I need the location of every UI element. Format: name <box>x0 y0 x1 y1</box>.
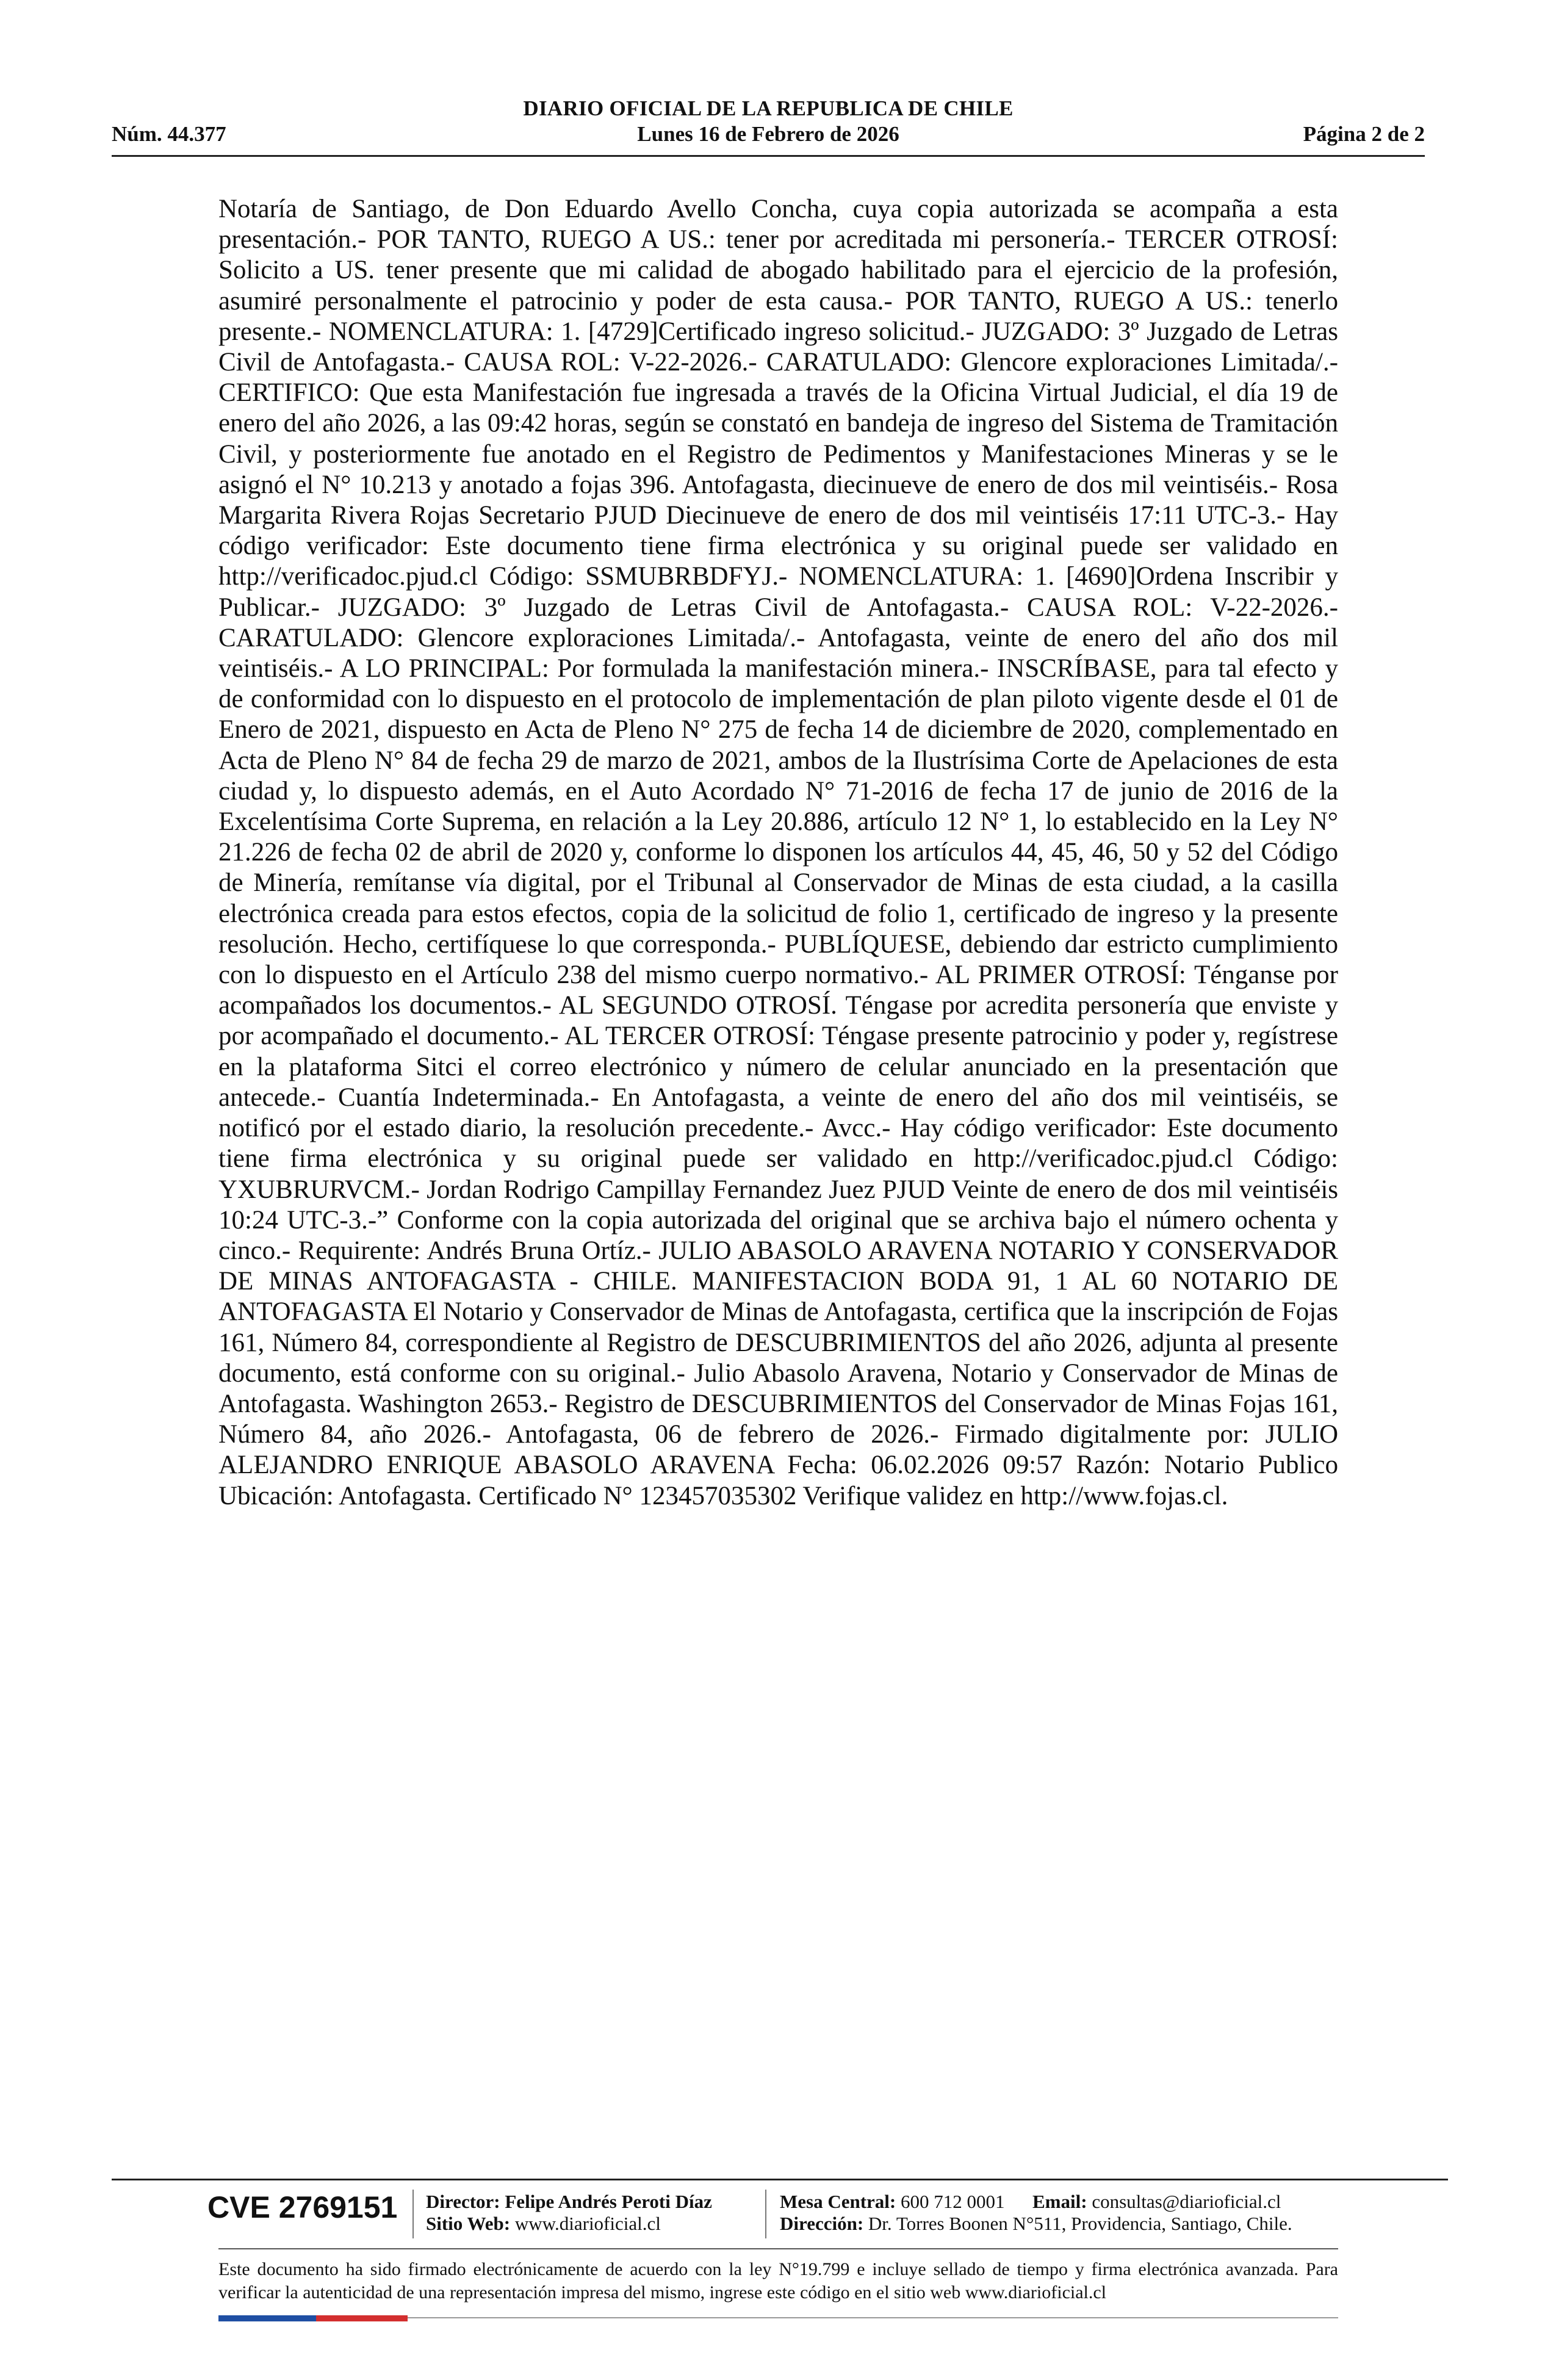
footer-separator <box>765 2190 766 2238</box>
header-divider <box>112 155 1425 157</box>
footer-separator <box>412 2190 414 2238</box>
issue-date: Lunes 16 de Febrero de 2026 <box>637 122 899 146</box>
director-label: Director: <box>426 2191 500 2212</box>
chile-flag-stripe <box>218 2315 408 2321</box>
website-line <box>426 2213 661 2235</box>
page-indicator: Página 2 de 2 <box>1303 122 1425 146</box>
contact-line <box>780 2191 1281 2213</box>
phone-label: Mesa Central: <box>780 2191 896 2212</box>
director-line <box>426 2191 712 2213</box>
page-header <box>112 96 1425 159</box>
director-name: Felipe Andrés Peroti Díaz <box>505 2191 712 2212</box>
address-line <box>780 2213 1292 2235</box>
legal-notice: Este documento ha sido firmado electrónicamente de acuerdo con la ley N°19.799 e incluye sellado de tiempo y firma electrónica avanzada. Para verificar la autenticidad de una representación impresa del mismo, ingrese este código en el sitio web www.diarioficial.cl <box>218 2259 1338 2302</box>
address-label: Dirección: <box>780 2213 864 2234</box>
footer-divider-bottom <box>408 2317 1338 2318</box>
phone-number: 600 712 0001 <box>901 2191 1005 2212</box>
footer-divider-top <box>112 2179 1448 2180</box>
email-label: Email: <box>1032 2191 1087 2212</box>
website-label: Sitio Web: <box>426 2213 511 2234</box>
website-link[interactable]: www.diarioficial.cl <box>514 2213 661 2234</box>
cve-code: CVE 2769151 <box>207 2190 398 2224</box>
email-link[interactable]: consultas@diarioficial.cl <box>1092 2191 1281 2212</box>
footer-divider-mid <box>218 2248 1338 2249</box>
document-body: Notaría de Santiago, de Don Eduardo Avello Concha, cuya copia autorizada se acompaña a esta presentación.- POR TANTO, RUEGO A US.: tener por acreditada mi personería.- TERCER OTROSÍ: Solicito a US. tener presente que mi calidad de abogado habilitado para el ejercicio de la profesión, asumiré personalmente el patrocinio y poder de esta causa.- POR TANTO, RUEGO A US.: tenerlo presente.- NOMENCLATURA: 1. [4729]Certificado ingreso solicitud.- JUZGADO: 3º Juzgado de Letras Civil de Antofagasta.- CAUSA ROL: V-22-2026.- CARATULADO: Glencore exploraciones Limitada/.- CERTIFICO: Que esta Manifestación fue ingresada a través de la Oficina Virtual Judicial, el día 19 de enero del año 2026, a las 09:42 horas, según se constató en bandeja de ingreso del Sistema de Tramitación Civil, y posteriormente fue anotado en el Registro de Pedimentos y Manifestaciones Mineras y se le asignó el N° 10.213 y anotado a fojas 396. Antofagasta, diecinueve de enero de dos mil veintiséis.- Rosa Margarita Rivera Rojas Secretario PJUD Diecinueve de enero de dos mil veintiséis 17:11 UTC-3.- Hay código verificador: Este documento tiene firma electrónica y su original puede ser validado en http://verificadoc.pjud.cl Código: SSMUBRBDFYJ.- NOMENCLATURA: 1. [4690]Ordena Inscribir y Publicar.- JUZGADO: 3º Juzgado de Letras Civil de Antofagasta.- CAUSA ROL: V-22-2026.- CARATULADO: Glencore exploraciones Limitada/.- Antofagasta, veinte de enero del año dos mil veintiséis.- A LO PRINCIPAL: Por formulada la manifestación minera.- INSCRÍBASE, para tal efecto y de conformidad con lo dispuesto en el protocolo de implementación de plan piloto vigente desde el 01 de Enero de 2021, dispuesto en Acta de Pleno N° 275 de fecha 14 de diciembre de 2020, complementado en Acta de Pleno N° 84 de fecha 29 de marzo de 2021, ambos de la Ilustrísima Corte de Apelaciones de esta ciudad y, lo dispuesto además, en el Auto Acordado N° 71-2016 de fecha 17 de junio de 2016 de la Excelentísima Corte Suprema, en relación a la Ley 20.886, artículo 12 N° 1, lo establecido en la Ley N° 21.226 de fecha 02 de abril de 2020 y, conforme lo disponen los artículos 44, 45, 46, 50 y 52 del Código de Minería, remítanse vía digital, por el Tribunal al Conservador de Minas de esta ciudad, a la casilla electrónica creada para estos efectos, copia de la solicitud de folio 1, certificado de ingreso y la presente resolución. Hecho, certifíquese lo que corresponda.- PUBLÍQUESE, debiendo dar estricto cumplimiento con lo dispuesto en el Artículo 238 del mismo cuerpo normativo.- AL PRIMER OTROSÍ: Ténganse por acompañados los documentos.- AL SEGUNDO OTROSÍ. Téngase por acredita personería que enviste y por acompañado el documento.- AL TERCER OTROSÍ: Téngase presente patrocinio y poder y, regístrese en la plataforma Sitci el correo electrónico y número de celular anunciado en la presentación que antecede.- Cuantía Indeterminada.- En Antofagasta, a veinte de enero del año dos mil veintiséis, se notificó por el estado diario, la resolución precedente.- Avcc.- Hay código verificador: Este documento tiene firma electrónica y su original puede ser validado en http://verificadoc.pjud.cl Código: YXUBRURVCM.- Jordan Rodrigo Campillay Fernandez Juez PJUD Veinte de enero de dos mil veintiséis 10:24 UTC-3.-” Conforme con la copia autorizada del original que se archiva bajo el número ochenta y cinco.- Requirente: Andrés Bruna Ortíz.- JULIO ABASOLO ARAVENA NOTARIO Y CONSERVADOR DE MINAS ANTOFAGASTA - CHILE. MANIFESTACION BODA 91, 1 AL 60 NOTARIO DE ANTOFAGASTA El Notario y Conservador de Minas de Antofagasta, certifica que la inscripción de Fojas 161, Número 84, correspondiente al Registro de DESCUBRIMIENTOS del año 2026, adjunta al presente documento, está conforme con su original.- Julio Abasolo Aravena, Notario y Conservador de Minas de Antofagasta. Washington 2653.- Registro de DESCUBRIMIENTOS del Conservador de Minas Fojas 161, Número 84, año 2026.- Antofagasta, 06 de febrero de 2026.- Firmado digitalmente por: JULIO ALEJANDRO ENRIQUE ABASOLO ARAVENA Fecha: 06.02.2026 09:57 Razón: Notario Publico Ubicación: Antofagasta. Certificado N° 123457035302 Verifique validez en http://www.fojas.cl. <box>218 195 1338 1510</box>
flag-blue-band <box>218 2315 316 2321</box>
flag-red-band <box>316 2315 408 2321</box>
publication-title: DIARIO OFICIAL DE LA REPUBLICA DE CHILE <box>523 96 1014 120</box>
address-text: Dr. Torres Boonen N°511, Providencia, Santiago, Chile. <box>868 2213 1292 2234</box>
issue-number: Núm. 44.377 <box>112 122 226 146</box>
